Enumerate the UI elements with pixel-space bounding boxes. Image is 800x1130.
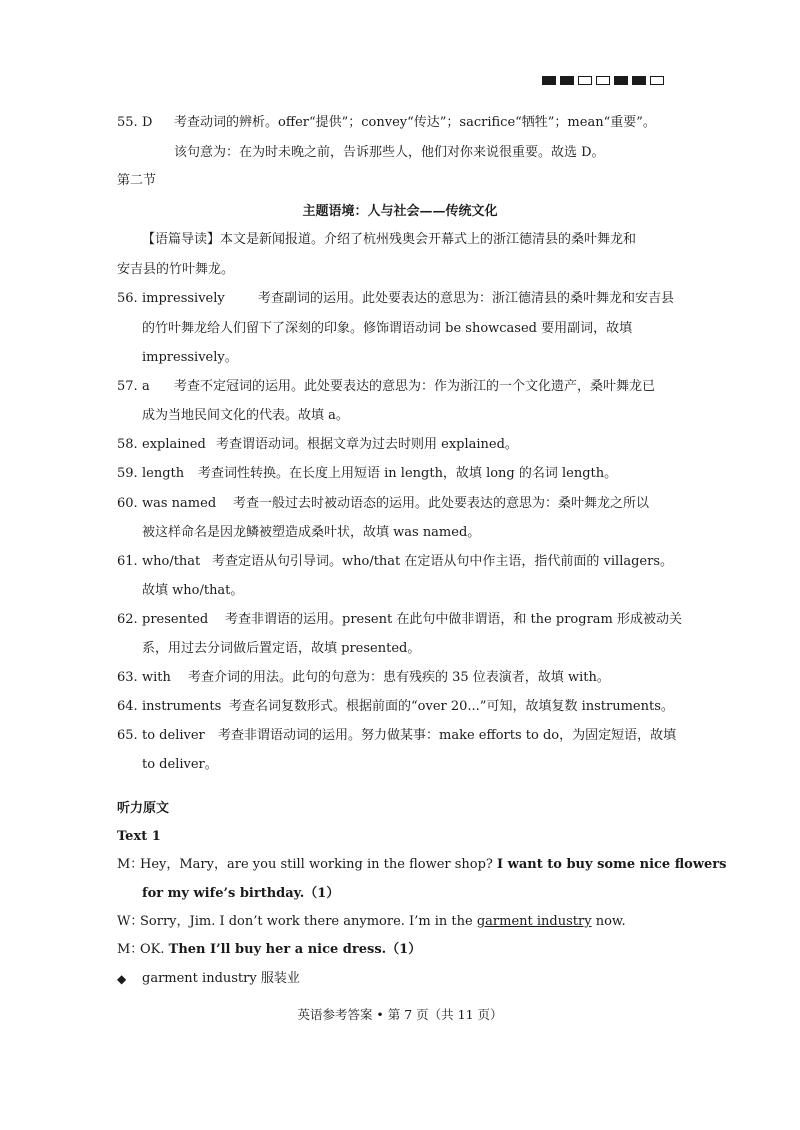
item-answer: a bbox=[142, 379, 150, 394]
marker-square-filled bbox=[560, 76, 574, 85]
item-answer: who/that bbox=[142, 554, 201, 569]
item-explanation-line: 考查非谓语动词的运用。努力做某事：make efforts to do，为固定短语，故填 bbox=[218, 728, 677, 743]
marker-square-filled bbox=[632, 76, 646, 85]
item-number: 57. bbox=[117, 379, 138, 394]
speech bbox=[140, 856, 726, 874]
item-number: 65. bbox=[117, 728, 138, 743]
marker-square-empty bbox=[596, 76, 610, 85]
marker-square-empty bbox=[650, 76, 664, 85]
marker-square-filled bbox=[542, 76, 556, 85]
item-answer: explained bbox=[142, 437, 206, 452]
marker-square-filled bbox=[614, 76, 628, 85]
speaker: W： bbox=[117, 914, 144, 929]
item-answer: impressively bbox=[142, 291, 225, 306]
item-explanation-line: 考查非谓语的运用。present 在此句中做非谓语，和 the program 形成被动关 bbox=[225, 612, 682, 627]
speech bbox=[140, 913, 626, 931]
item-explanation-line: 的竹叶舞龙给人们留下了深刻的印象。修饰谓语动词 be showcased 要用副词，故填 bbox=[142, 321, 633, 336]
item-explanation-line: 考查一般过去时被动语态的运用。此处要表达的意思为：桑叶舞龙之所以 bbox=[233, 496, 650, 511]
item-answer: with bbox=[142, 670, 171, 685]
speaker: M： bbox=[117, 942, 144, 957]
item-number: 63. bbox=[117, 670, 138, 685]
speech-plain: now. bbox=[591, 914, 626, 929]
item-answer: was named bbox=[142, 496, 217, 511]
item-explanation-line: 考查副词的运用。此处要表达的意思为：浙江德清县的桑叶舞龙和安吉县 bbox=[258, 291, 675, 306]
text-title: Text 1 bbox=[117, 829, 161, 844]
speech-continued bbox=[142, 885, 339, 903]
section-title: 第二节 bbox=[117, 173, 157, 188]
item-explanation-line: 考查词性转换。在长度上用短语 in length，故填 long 的名词 length。 bbox=[198, 466, 618, 481]
item-answer: length bbox=[142, 466, 185, 481]
diamond-bullet-icon: ◆ bbox=[117, 972, 127, 986]
item-answer: instruments bbox=[142, 699, 222, 714]
listening-heading: 听力原文 bbox=[117, 801, 170, 816]
speech bbox=[140, 941, 421, 959]
speaker: M： bbox=[117, 857, 144, 872]
item-explanation-line: 该句意为：在为时未晚之前，告诉那些人，他们对你来说很重要。故选 D。 bbox=[174, 145, 605, 160]
page-footer: 英语参考答案 • 第 7 页（共 11 页） bbox=[297, 1007, 503, 1022]
header-marker bbox=[542, 76, 664, 85]
marker-square-empty bbox=[578, 76, 592, 85]
item-answer: presented bbox=[142, 612, 209, 627]
item-number: 62. bbox=[117, 612, 138, 627]
item-explanation-line: 成为当地民间文化的代表。故填 a。 bbox=[142, 408, 349, 423]
speech-bold: Then I’ll buy her a nice dress.（1） bbox=[168, 942, 422, 957]
item-explanation-line: impressively。 bbox=[142, 350, 238, 365]
speech-plain: OK. bbox=[140, 942, 169, 957]
item-answer: D bbox=[142, 115, 153, 130]
item-explanation-line: to deliver。 bbox=[142, 757, 218, 772]
item-explanation-line: 考查介词的用法。此句的句意为：患有残疾的 35 位表演者，故填 with。 bbox=[188, 670, 610, 685]
item-number: 59. bbox=[117, 466, 138, 481]
item-explanation-line: 考查定语从句引导词。who/that 在定语从句中作主语，指代前面的 villagers。 bbox=[212, 554, 674, 569]
item-number: 56. bbox=[117, 291, 138, 306]
intro-line: 【语篇导读】本文是新闻报道。介绍了杭州残奥会开幕式上的浙江德清县的桑叶舞龙和 bbox=[142, 232, 637, 247]
item-explanation-line: 考查不定冠词的运用。此处要表达的意思为：作为浙江的一个文化遗产，桑叶舞龙已 bbox=[174, 379, 656, 394]
intro-line: 安吉县的竹叶舞龙。 bbox=[117, 262, 235, 277]
vocab-text: garment industry 服装业 bbox=[142, 971, 300, 986]
speech-plain: Hey，Mary，are you still working in the flower shop? bbox=[140, 857, 498, 872]
item-explanation-line: 系，用过去分词做后置定语，故填 presented。 bbox=[142, 641, 421, 656]
answer-mark: （1） bbox=[304, 886, 340, 901]
speech-underlined: garment industry bbox=[476, 914, 592, 929]
theme-heading: 主题语境：人与社会——传统文化 bbox=[302, 204, 498, 219]
item-number: 58. bbox=[117, 437, 138, 452]
item-explanation-line: 考查名词复数形式。根据前面的“over 20...”可知，故填复数 instruments。 bbox=[229, 699, 674, 714]
item-explanation-line: 考查谓语动词。根据文章为过去时则用 explained。 bbox=[216, 437, 518, 452]
item-explanation-line: 考查动词的辨析。offer“提供”；convey“传达”；sacrifice“牺牲”；mean“重要”。 bbox=[174, 115, 656, 130]
item-number: 55. bbox=[117, 115, 138, 130]
item-explanation-line: 故填 who/that。 bbox=[142, 583, 244, 598]
item-number: 60. bbox=[117, 496, 138, 511]
speech-bold: I want to buy some nice flowers bbox=[497, 857, 727, 872]
speech-bold: for my wife’s birthday. bbox=[142, 886, 305, 901]
speech-plain: Sorry，Jim. I don’t work there anymore. I’m in the bbox=[140, 914, 477, 929]
item-explanation-line: 被这样命名是因龙鳞被塑造成桑叶状，故填 was named。 bbox=[142, 525, 481, 540]
item-answer: to deliver bbox=[142, 728, 205, 743]
item-number: 61. bbox=[117, 554, 138, 569]
item-number: 64. bbox=[117, 699, 138, 714]
